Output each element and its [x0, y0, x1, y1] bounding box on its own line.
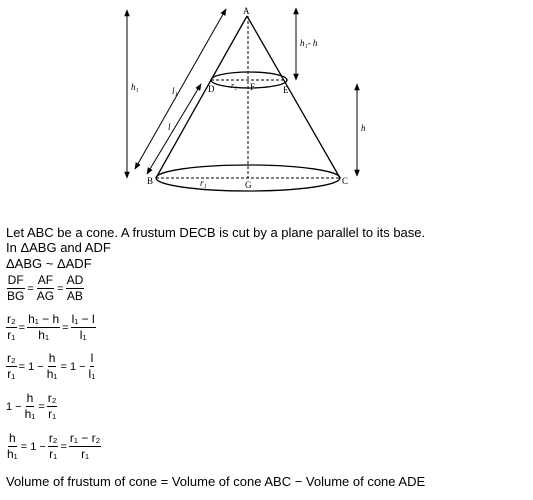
numerator: r₂ [7, 351, 16, 365]
label-l: l [168, 122, 171, 132]
ratio-equation-2 [6, 313, 96, 342]
point-d: D [208, 84, 215, 94]
fraction [66, 274, 85, 303]
denominator: AB [66, 289, 83, 303]
numerator: r₁ − r₂ [69, 431, 101, 445]
conclusion-text: Volume of frustum of cone = Volume of cone ABC − Volume of cone ADE [6, 474, 426, 489]
fraction [48, 432, 59, 461]
numerator: r₂ [47, 391, 57, 405]
operator: = [38, 400, 45, 413]
fraction [69, 432, 101, 461]
fraction [6, 313, 17, 342]
label-h1-minus-h: h₁- h [300, 38, 318, 48]
denominator: h₁ [24, 407, 36, 421]
fraction [47, 392, 58, 421]
similar-triangles-text: ΔABG ~ ΔADF [6, 256, 92, 271]
fraction [88, 352, 97, 381]
point-a: A [243, 6, 250, 16]
denominator: l₁ [79, 328, 87, 342]
numerator: h [26, 391, 34, 405]
denominator: r₁ [7, 367, 16, 381]
operator: = [60, 440, 67, 453]
numerator: h₁ − h [28, 312, 60, 326]
denominator: h₁ [7, 447, 18, 461]
operator: = [62, 321, 69, 334]
numerator: DF [7, 273, 24, 287]
in-triangles-text: In ΔABG and ADF [6, 240, 111, 255]
point-e: E [283, 85, 289, 95]
point-g: G [245, 180, 252, 190]
fraction [24, 392, 37, 421]
denominator: h₁ [46, 367, 58, 381]
numerator: AD [66, 273, 84, 287]
numerator: h [48, 351, 56, 365]
numerator: h [9, 431, 16, 445]
fraction [6, 432, 19, 461]
fraction [36, 274, 55, 303]
fraction [6, 274, 25, 303]
numerator: r₂ [48, 431, 58, 445]
label-r1: r₁ [200, 178, 207, 188]
fraction [71, 313, 96, 342]
numerator: l [90, 351, 94, 365]
denominator: BG [7, 289, 25, 303]
operator: = 1 − [18, 360, 44, 373]
operator: = [18, 321, 26, 334]
label-h: h [361, 123, 366, 133]
cone-frustum-diagram [0, 0, 533, 210]
operator: 1 − [6, 400, 22, 413]
denominator: AG [36, 289, 55, 303]
operator: = [27, 282, 34, 295]
point-f: F [250, 82, 256, 92]
denominator: h₁ [38, 328, 49, 342]
denominator: r₁ [7, 328, 16, 342]
label-l1: l₁ [172, 86, 178, 96]
denominator: r₁ [48, 407, 57, 421]
denominator: r₁ [49, 447, 58, 461]
label-r2: r₂ [231, 81, 237, 90]
point-b: B [147, 176, 154, 186]
label-h1: h₁ [131, 82, 139, 92]
ratio-equation-5 [6, 432, 101, 461]
point-c: C [342, 176, 349, 186]
cone-side-ab [156, 16, 247, 178]
fraction [27, 313, 60, 342]
intro-text: Let ABC be a cone. A frustum DECB is cut by a plane parallel to its base. [6, 225, 426, 240]
denominator: l₁ [88, 367, 96, 381]
fraction [46, 352, 59, 381]
denominator: r₁ [81, 447, 90, 461]
cone-side-ac [247, 16, 340, 178]
ratio-equation-3 [6, 352, 96, 381]
operator: = [57, 282, 64, 295]
numerator: l₁ − l [71, 312, 95, 326]
ratio-equation-4 [6, 392, 57, 421]
ratio-equation-1 [6, 274, 84, 303]
l-arrow [147, 84, 201, 174]
numerator: r₂ [7, 312, 16, 326]
numerator: AF [37, 273, 54, 287]
operator: = 1 − [60, 360, 86, 373]
operator: = 1 − [20, 440, 46, 453]
fraction [6, 352, 17, 381]
